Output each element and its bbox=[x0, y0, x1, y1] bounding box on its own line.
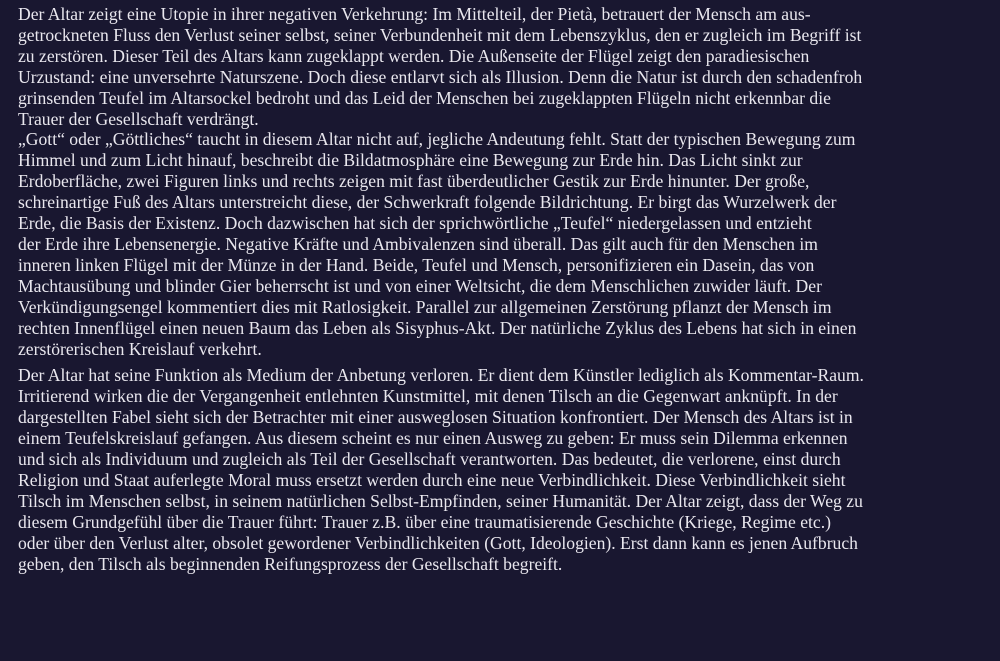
text-line: Tilsch im Menschen selbst, in seinem natürlichen Selbst-Empfinden, seiner Humanität. Der Altar zeigt, dass der Weg zu bbox=[18, 490, 863, 511]
paragraph-1 bbox=[18, 4, 988, 129]
paragraph-3 bbox=[18, 365, 988, 574]
text-line: zu zerstören. Dieser Teil des Altars kann zugeklappt werden. Die Außenseite der Flügel zeigt den paradiesischen bbox=[18, 45, 810, 66]
text-line: Urzustand: eine unversehrte Naturszene. Doch diese entlarvt sich als Illusion. Denn die Natur ist durch den schadenfroh bbox=[18, 66, 863, 87]
text-line: Machtausübung und blinder Gier beherrscht ist und von einer Weltsicht, die dem Menschlichen zuwider läuft. Der bbox=[18, 275, 822, 296]
text-line: und sich als Individuum und zugleich als Teil der Gesellschaft verantworten. Das bedeutet, die verlorene, einst durch bbox=[18, 449, 841, 470]
text-line: dargestellten Fabel sieht sich der Betrachter mit einer ausweglosen Situation konfrontiert. Der Mensch des Altars ist in bbox=[18, 407, 853, 428]
text-line: zerstörerischen Kreislauf verkehrt. bbox=[18, 338, 262, 359]
text-line: getrockneten Fluss den Verlust seiner selbst, seiner Verbundenheit mit dem Lebenszyklus, den er zugleich im Begriff ist bbox=[18, 24, 862, 45]
text-line: diesem Grundgefühl über die Trauer führt: Trauer z.B. über eine traumatisierende Geschichte (Kriege, Regime etc.) bbox=[18, 511, 831, 532]
text-line: Erde, die Basis der Existenz. Doch dazwischen hat sich der sprichwörtliche „Teufel“ niedergelassen und entzieht bbox=[18, 213, 812, 234]
text-line: inneren linken Flügel mit der Münze in der Hand. Beide, Teufel und Mensch, personifizieren ein Dasein, das von bbox=[18, 254, 815, 275]
text-line: der Erde ihre Lebensenergie. Negative Kräfte und Ambivalenzen sind überall. Das gilt auch für den Menschen im bbox=[18, 233, 818, 254]
text-line: Irritierend wirken die der Vergangenheit entlehnten Kunstmittel, mit denen Tilsch an die Gegenwart anknüpft. In der bbox=[18, 386, 838, 407]
paragraph-2 bbox=[18, 129, 988, 359]
text-line: Verkündigungsengel kommentiert dies mit Ratlosigkeit. Parallel zur allgemeinen Zerstörung pflanzt der Mensch im bbox=[18, 296, 832, 317]
text-line: Himmel und zum Licht hinauf, beschreibt die Bildatmosphäre eine Bewegung zur Erde hin. Das Licht sinkt zur bbox=[18, 150, 803, 171]
text-line: Der Altar hat seine Funktion als Medium der Anbetung verloren. Er dient dem Künstler lediglich als Kommentar-Raum. bbox=[18, 365, 864, 386]
text-line: Religion und Staat auferlegte Moral muss ersetzt werden durch eine neue Verbindlichkeit. Diese Verbindlichkeit sieht bbox=[18, 469, 846, 490]
text-line: oder über den Verlust alter, obsolet gewordener Verbindlichkeiten (Gott, Ideologien). Erst dann kann es jenen Aufbruch bbox=[18, 532, 858, 553]
text-line: schreinartige Fuß des Altars unterstreicht diese, der Schwerkraft folgende Bildrichtung. Er birgt das Wurzelwerk der bbox=[18, 192, 837, 213]
text-line: Trauer der Gesellschaft verdrängt. bbox=[18, 108, 259, 129]
text-line: grinsenden Teufel im Altarsockel bedroht und das Leid der Menschen bei zugeklappten Flügeln nicht erkennbar die bbox=[18, 87, 831, 108]
text-line: Der Altar zeigt eine Utopie in ihrer negativen Verkehrung: Im Mittelteil, der Pietà, betrauert der Mensch am aus- bbox=[18, 4, 811, 24]
text-line: „Gott“ oder „Göttliches“ taucht in diesem Altar nicht auf, jegliche Andeutung fehlt. Statt der typischen Bewegung zum bbox=[18, 129, 856, 150]
text-line: einem Teufelskreislauf gefangen. Aus diesem scheint es nur einen Ausweg zu geben: Er muss sein Dilemma erkennen bbox=[18, 428, 848, 449]
text-line: rechten Innenflügel einen neuen Baum das Leben als Sisyphus-Akt. Der natürliche Zyklus des Lebens hat sich in einen bbox=[18, 317, 857, 338]
text-line: geben, den Tilsch als beginnenden Reifungsprozess der Gesellschaft begreift. bbox=[18, 553, 563, 574]
text-line: Erdoberfläche, zwei Figuren links und rechts zeigen mit fast überdeutlicher Gestik zur Erde hinunter. Der große, bbox=[18, 171, 810, 192]
